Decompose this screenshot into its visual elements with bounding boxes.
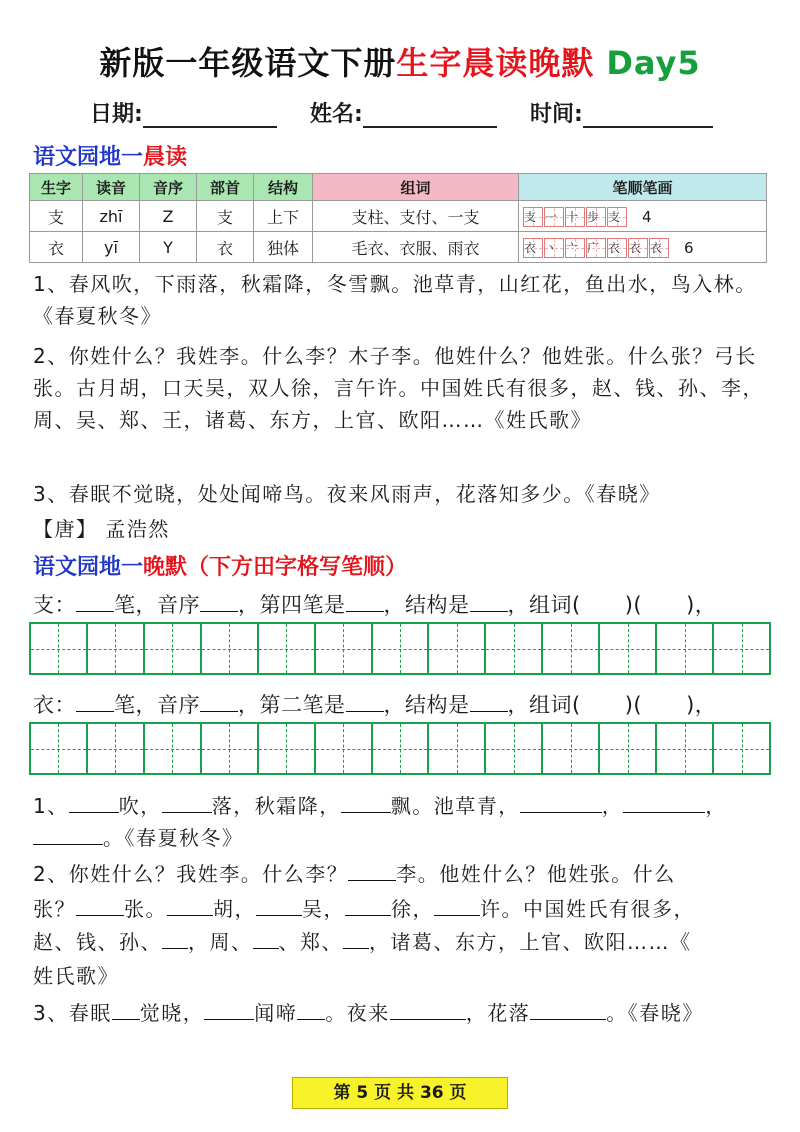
dict-text: 姓氏歌》 bbox=[33, 964, 119, 988]
evening-heading bbox=[33, 550, 407, 581]
dict-text: ，周、 bbox=[188, 930, 253, 954]
dict-text: 吴， bbox=[302, 897, 345, 921]
dictation-line-1 bbox=[33, 790, 778, 822]
fill-text: )， bbox=[686, 693, 717, 717]
dict-text: 。夜来 bbox=[325, 1001, 390, 1025]
fill-text: ，组词( bbox=[507, 593, 581, 617]
grid-cell[interactable] bbox=[712, 724, 769, 773]
cell-initial: Z bbox=[140, 201, 197, 232]
grid-cell[interactable] bbox=[598, 724, 655, 773]
dict-text: 飘。池草青， bbox=[390, 794, 520, 818]
blank[interactable] bbox=[470, 691, 508, 712]
blank[interactable] bbox=[33, 822, 103, 845]
blank[interactable] bbox=[204, 997, 254, 1020]
dict-text: 张。 bbox=[124, 897, 167, 921]
page-title bbox=[0, 38, 800, 84]
dict-text: 2、你姓什么？我姓李。什么李？ bbox=[33, 862, 349, 886]
blank[interactable] bbox=[346, 591, 384, 612]
reading-passage-3: 3、春眠不觉晓，处处闻啼鸟。夜来风雨声，花落知多少。《春晓》 bbox=[33, 482, 661, 506]
cell-initial: Y bbox=[140, 232, 197, 263]
fill-text: 衣： bbox=[33, 693, 76, 717]
dict-text: 许。中国姓氏有很多， bbox=[480, 897, 695, 921]
date-label: 日期: bbox=[90, 102, 143, 127]
cell-pinyin: yī bbox=[83, 232, 140, 263]
cell-char: 衣 bbox=[30, 232, 83, 263]
stroke-box: 十 bbox=[565, 207, 585, 227]
fill-text: ，第四笔是 bbox=[238, 593, 346, 617]
blank[interactable] bbox=[341, 790, 391, 813]
stroke-box: 广 bbox=[586, 238, 606, 258]
th-pinyin: 读音 bbox=[83, 174, 140, 201]
dict-text: 。《春晓》 bbox=[606, 1001, 704, 1025]
dictation-line-3 bbox=[33, 858, 778, 890]
grid-cell[interactable] bbox=[484, 624, 541, 673]
morning-heading-blue: 语文园地一 bbox=[33, 145, 144, 170]
blank[interactable] bbox=[343, 926, 369, 949]
cell-pinyin: zhī bbox=[83, 201, 140, 232]
stroke-box: 衣 bbox=[607, 238, 627, 258]
grid-cell[interactable] bbox=[314, 724, 371, 773]
dict-text: 徐， bbox=[391, 897, 434, 921]
cell-words: 支柱、支付、一支 bbox=[313, 201, 519, 232]
dictation-line-5 bbox=[33, 926, 778, 958]
time-label: 时间: bbox=[530, 102, 583, 127]
title-part2: 生字晨读晚默 bbox=[396, 44, 595, 82]
stroke-sequence bbox=[523, 238, 694, 258]
grid-cell[interactable] bbox=[257, 724, 314, 773]
grid-cell[interactable] bbox=[143, 724, 200, 773]
blank[interactable] bbox=[623, 790, 705, 813]
blank[interactable] bbox=[348, 858, 396, 881]
title-day: Day5 bbox=[606, 44, 701, 82]
dict-text: ， bbox=[705, 794, 727, 818]
dictation-line-2 bbox=[33, 822, 778, 854]
stroke-box: 衣 bbox=[649, 238, 669, 258]
grid-cell[interactable] bbox=[371, 724, 428, 773]
time-field[interactable] bbox=[530, 97, 713, 128]
th-initial: 音序 bbox=[140, 174, 197, 201]
stroke-box: 支 bbox=[523, 207, 543, 227]
morning-heading-red: 晨读 bbox=[143, 145, 188, 170]
blank[interactable] bbox=[297, 997, 325, 1020]
fill-text: )， bbox=[686, 593, 717, 617]
dict-text: ， bbox=[601, 794, 624, 818]
blank[interactable] bbox=[69, 790, 119, 813]
th-char: 生字 bbox=[30, 174, 83, 201]
cell-structure: 独体 bbox=[254, 232, 313, 263]
page-number-badge: 第 5 页 共 36 页 bbox=[292, 1077, 508, 1109]
grid-cell[interactable] bbox=[655, 724, 712, 773]
blank[interactable] bbox=[76, 691, 114, 712]
grid-cell[interactable] bbox=[200, 724, 257, 773]
fill-row-zhi bbox=[33, 589, 716, 619]
dictation-line-7 bbox=[33, 997, 778, 1029]
grid-cell[interactable] bbox=[655, 624, 712, 673]
dictation-line-4 bbox=[33, 893, 778, 925]
table-row bbox=[30, 232, 767, 263]
dict-text: 闻啼 bbox=[254, 1001, 298, 1025]
stroke-box: 衣 bbox=[523, 238, 543, 258]
evening-heading-red: 晚默（下方田字格写笔顺） bbox=[143, 555, 408, 580]
blank[interactable] bbox=[256, 893, 302, 916]
stroke-count: 6 bbox=[684, 238, 694, 257]
fill-text: ，结构是 bbox=[383, 593, 470, 617]
dict-text: 。《春夏秋冬》 bbox=[103, 826, 244, 850]
th-structure: 结构 bbox=[254, 174, 313, 201]
title-part1: 新版一年级语文下册 bbox=[99, 44, 397, 82]
grid-cell[interactable] bbox=[86, 724, 143, 773]
stroke-box: 步 bbox=[586, 207, 606, 227]
cell-char: 支 bbox=[30, 201, 83, 232]
blank[interactable] bbox=[76, 591, 114, 612]
stroke-box: 丶 bbox=[544, 238, 564, 258]
blank[interactable] bbox=[162, 790, 212, 813]
grid-cell[interactable] bbox=[257, 624, 314, 673]
grid-cell[interactable] bbox=[143, 624, 200, 673]
blank[interactable] bbox=[112, 997, 140, 1020]
grid-cell[interactable] bbox=[598, 624, 655, 673]
blank[interactable] bbox=[76, 893, 124, 916]
th-radical: 部首 bbox=[197, 174, 254, 201]
fill-text: )( bbox=[624, 593, 643, 617]
date-blank[interactable] bbox=[143, 102, 277, 128]
dict-text: ，花落 bbox=[465, 1001, 531, 1025]
cell-strokes bbox=[519, 201, 767, 232]
blank[interactable] bbox=[253, 926, 279, 949]
dict-text: 3、春眠 bbox=[33, 1001, 112, 1025]
table-row bbox=[30, 201, 767, 232]
fill-row-yi bbox=[33, 689, 716, 719]
blank[interactable] bbox=[200, 591, 238, 612]
cell-words: 毛衣、衣服、雨衣 bbox=[313, 232, 519, 263]
stroke-box: 一 bbox=[544, 207, 564, 227]
grid-cell[interactable] bbox=[484, 724, 541, 773]
stroke-box: 衣 bbox=[628, 238, 648, 258]
table-header-row bbox=[30, 174, 767, 201]
stroke-count: 4 bbox=[642, 207, 652, 226]
grid-cell[interactable] bbox=[541, 724, 598, 773]
th-strokes: 笔顺笔画 bbox=[519, 174, 767, 201]
reading-passage-1: 1、春风吹，下雨落，秋霜降，冬雪飘。池草青，山红花，鱼出水，鸟入林。《春夏秋冬》 bbox=[33, 272, 757, 328]
blank[interactable] bbox=[200, 691, 238, 712]
grid-cell[interactable] bbox=[31, 724, 86, 773]
evening-heading-blue: 语文园地一 bbox=[33, 555, 144, 580]
dict-text: 赵、钱、孙、 bbox=[33, 930, 162, 954]
dict-text: 落，秋霜降， bbox=[211, 794, 341, 818]
grid-cell[interactable] bbox=[371, 624, 428, 673]
dict-text: 李。他姓什么？他姓张。什么 bbox=[396, 862, 676, 886]
blank[interactable] bbox=[434, 893, 480, 916]
dict-text: 胡， bbox=[213, 897, 256, 921]
fill-text: 笔，音序 bbox=[114, 593, 200, 617]
blank[interactable] bbox=[162, 926, 188, 949]
reading-passage-2: 2、你姓什么？我姓李。什么李？木子李。他姓什么？他姓张。什么张？弓长张。古月胡，口天吴，双人徐，言午许。中国姓氏有很多，赵、钱、孙、李，周、吴、郑、王，诸葛、东方，上官、欧阳……《姓氏歌》 bbox=[33, 344, 764, 432]
dictation-line-6 bbox=[33, 960, 778, 992]
dict-text: 吹， bbox=[118, 794, 162, 818]
grid-cell[interactable] bbox=[86, 624, 143, 673]
stroke-box: 亠 bbox=[565, 238, 585, 258]
dict-text: 张？ bbox=[33, 897, 76, 921]
morning-heading bbox=[33, 140, 187, 171]
blank[interactable] bbox=[167, 893, 213, 916]
grid-cell[interactable] bbox=[427, 624, 484, 673]
grid-cell[interactable] bbox=[427, 724, 484, 773]
blank[interactable] bbox=[520, 790, 602, 813]
th-words: 组词 bbox=[313, 174, 519, 201]
grid-cell[interactable] bbox=[541, 624, 598, 673]
fill-text: 支： bbox=[33, 593, 76, 617]
cell-strokes bbox=[519, 232, 767, 263]
tianzige-grid-1[interactable] bbox=[29, 622, 771, 675]
dict-text: 1、 bbox=[33, 794, 69, 818]
blank[interactable] bbox=[390, 997, 466, 1020]
grid-cell[interactable] bbox=[314, 624, 371, 673]
grid-cell[interactable] bbox=[200, 624, 257, 673]
tianzige-grid-2[interactable] bbox=[29, 722, 771, 775]
grid-cell[interactable] bbox=[712, 624, 769, 673]
time-blank[interactable] bbox=[583, 102, 713, 128]
fill-text: ，第二笔是 bbox=[238, 693, 346, 717]
grid-cell[interactable] bbox=[31, 624, 86, 673]
fill-text: ，组词( bbox=[507, 693, 581, 717]
blank[interactable] bbox=[470, 591, 508, 612]
blank[interactable] bbox=[346, 691, 384, 712]
cell-radical: 支 bbox=[197, 201, 254, 232]
fill-text: 笔，音序 bbox=[114, 693, 200, 717]
stroke-box: 支 bbox=[607, 207, 627, 227]
blank[interactable] bbox=[345, 893, 391, 916]
date-field[interactable] bbox=[90, 97, 277, 128]
reading-author: 【唐】 孟浩然 bbox=[33, 517, 170, 541]
fill-text: )( bbox=[624, 693, 643, 717]
dict-text: 、郑、 bbox=[278, 930, 343, 954]
stroke-sequence bbox=[523, 207, 652, 227]
dict-text: ，诸葛、东方，上官、欧阳……《 bbox=[369, 930, 692, 954]
name-field[interactable] bbox=[310, 97, 497, 128]
cell-radical: 衣 bbox=[197, 232, 254, 263]
character-table bbox=[29, 173, 767, 263]
name-label: 姓名: bbox=[310, 102, 363, 127]
cell-structure: 上下 bbox=[254, 201, 313, 232]
blank[interactable] bbox=[530, 997, 606, 1020]
dict-text: 觉晓， bbox=[139, 1001, 205, 1025]
name-blank[interactable] bbox=[363, 102, 497, 128]
fill-text: ，结构是 bbox=[383, 693, 470, 717]
